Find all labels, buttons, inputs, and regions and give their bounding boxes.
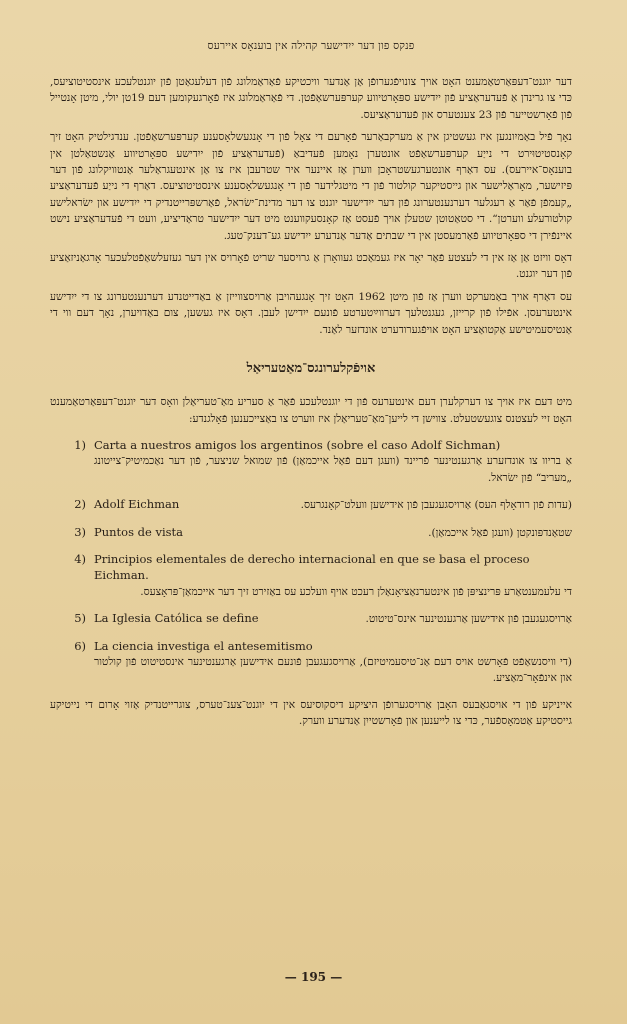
list-item-latin: Principios elementales de derecho internacional en que se basa el proceso Eichman. (94, 551, 530, 583)
paragraph-6: אייניקע פֿון די אויסגאַבעס האָבן אַרויסגערופֿן היציקע דיסקוסיעס אין די יוגנט־צענ־טערס, צוגרייטנדיק אַזוי אָרום די נייטיקע גייסטיקע אַטמאָספֿער, כּדי צו לייענען און פֿאָרשטייִן אַנדערע ווערק. (50, 698, 572, 728)
list-item-body (94, 524, 572, 541)
list-item-6 (50, 638, 572, 687)
list-item-4 (50, 551, 572, 600)
section-title: אויפֿקלערונגס־מאַטעריאַל (246, 361, 376, 377)
list-item-line (94, 610, 572, 627)
list-item-latin: La Iglesia Católica se define (94, 611, 259, 626)
list-item-number: 4) (74, 551, 86, 566)
list-item-number: 6) (74, 638, 86, 653)
list-item-latin: Carta a nuestros amigos los argentinos (sobre el caso Adolf Sichman) (94, 437, 501, 452)
list-item-latin: Puntos de vista (94, 524, 184, 539)
page-number: — 195 — (284, 970, 343, 984)
list-item-hebrew: די עלעמענטאַרע פּרינציפּן פֿון אינטערנאַציאָנאַלן רעכט אויף וועלכע עס באַזירט זיך דער אייכמאַן־פּראָצעס. (140, 585, 572, 598)
list-item-body (94, 551, 572, 600)
list-item-number: 5) (74, 611, 86, 626)
list-item-5 (50, 610, 572, 627)
list-item-2 (50, 496, 572, 513)
paragraph-2: נאָך פֿיל באַמיִונגען איז געשטיגן אין אַ מערקבאַרער פֿאָרעם די צאָל פֿון די אָנגעשלאָסענע קערפּערשאַפֿטן. ענדגילטיק האָט זיך קאָנסטיטוּירט די נייַע קערפּערשאַפֿט אונטערן נאָמען פֿעדיבאַ (פֿעדעראַציע פֿון ייִדישע ספּאָרטיווע אַנשטאַלטן אין בוענאָס־איירעס). עס דאַרף אונטערגעשטראָכן ווערן אַז איינער איר שטרעבן איז צו אַן אינטעגראַלער אַנטוויקלונג פֿון דער פּיזישער, מאָראַלישער און גייסטיקער קולטור פֿון די מיטגלידער פֿון די אָנגעשלאָסענע אינסטיטוציעס. דאַרף די נייַע פֿעדעראַציע „קעמפֿן פֿאַר אַ רעגלער דערנענטערונג פֿון דער ייִדישער יוגנט צו דער מדינת־ישׂראל, פֿאַרשפּרייטנדיק די ייִדישע און ישׂראלישע קולטורעלע ווערטן“. די סטאַטוטן שטעלן אויך פֿעסט אַז קאָנסעקווענט מיט דער ייִדישער טראַדיציע, וועט די פֿעדעראַציע נישט איינפֿירן די ספּאָרטיווע פֿאַרמעסטן אין די שבתים אַדער אַנדערע ייִדישע גע־דענק־טעג. (50, 131, 572, 242)
materials-list (50, 437, 572, 687)
list-item-hebrew: (עדות פֿון רודאָלף העס) אַרויסגעגעבן פֿון אידישען וועלט־קאָנגרעס. (300, 499, 572, 512)
list-item-latin: La ciencia investiga el antesemitismo (94, 638, 313, 653)
list-item-number: 1) (74, 437, 86, 452)
list-item-number: 2) (74, 497, 86, 512)
paragraph-3: דאָס וויזט אַן אַז אין די לעצטע פֿאַר יאָר איז געמאַכט געוואָרן אַ גרויסער שריט פֿאָרויס אין דער געזעלשאַפֿטלעכער אָרגאַניזאַציע פֿון דער יוגנט. (50, 252, 572, 281)
list-item-line (94, 524, 572, 541)
paragraph-1: דער יוגנט־דעפּאַרטאַמענט האָט אויך צונויפֿגערופֿן אַן אַנדער וויכטיקע פֿאַראַמלונג פֿון דעלעגאַטן פֿון יוגנטלעכע אינסטיטוציעס, כּדי צו גרינדן אַ פֿעדעראַציע פֿון ייִדישע ספּאָרטיווע קערפּערשאַפֿטן. די פֿאַראַמלונג איז פֿאָרגעקומען דעם 19טן יולי, מיטן אָנטייל פֿון פֿאָרשטייער פֿון 23 צענטערס און פֿעדעראַציעס. (50, 76, 572, 121)
paragraph-5: מיט דעם איז אויך צו דערקלערן דעם אינטערעס פֿון די יוגנטלעכע פֿאַר אַ סעריע מאַ־טעריאַלן וואָס דער יוגנט־דעפּאַרטאַמענט האָט זיי לעצטנס צוגעשטעלט. צווישן די לייען־מאַ־טעריאַלן איז ווערט צו באַצייכענען פֿאָלגנדע: (50, 396, 572, 425)
list-item-hebrew: (די וויסנשאַפֿט פֿאָרשט אויס דעם אַנ־טיסעמיטיזם), אַרויסגעגעבן פֿונעם אידישען אַרגענטינער אינסטיטוט פֿון קולטור און אינפֿאָר־מאַציע. (94, 655, 572, 685)
list-item-hebrew: אַרויסגעגעבן פֿון אידישען אַרגענטינער אינס־טיטוט. (365, 613, 572, 626)
list-item-number: 3) (74, 524, 86, 539)
list-item-body (94, 638, 572, 687)
list-item-line (94, 496, 572, 513)
list-item-1 (50, 437, 572, 486)
list-item-latin: Adolf Eichman (94, 497, 180, 512)
list-item-body (94, 496, 572, 513)
list-item-3 (50, 524, 572, 541)
list-item-body (94, 610, 572, 627)
list-item-body (94, 437, 572, 486)
running-head: פנקס פון דער ייִדישער קהילה אין בוענאָס איירעס (207, 40, 415, 52)
list-item-hebrew: אַ בריוו צו אונדזערע אַרגענטינער פֿריינד (וועגן דעם פֿאַל אייכמאַן) פֿון שמואל שניצער, פֿון דער נאַכמיטיק־צייטונג „מעריב“ פֿון ישׂראל. (94, 455, 572, 484)
paragraph-4: עס דאַרף אויך באַמערקט ווערן אַז פֿון מיטן 1962 האָט זיך אָנגעהויבן אַרויסצווייזן אַ באַדייטנדע דערנענטערונג צו די ייִדישע אינטערעסן. אפֿילו פֿון קרייזן, געגנטלעך דערווײַטערטע פֿונעם ייִדישן לעבן. דאָס איז געשען, צום באַדויערן, נאָך דעם ווי די אַנטיסעמיטישע אַקטואַציע האָט אויפֿגערודערט אונדזער לאַנד. (50, 290, 572, 336)
list-item-hebrew: שטאַנדפּונקטן (וועגן פֿאַל אייכמאַן). (428, 526, 572, 539)
